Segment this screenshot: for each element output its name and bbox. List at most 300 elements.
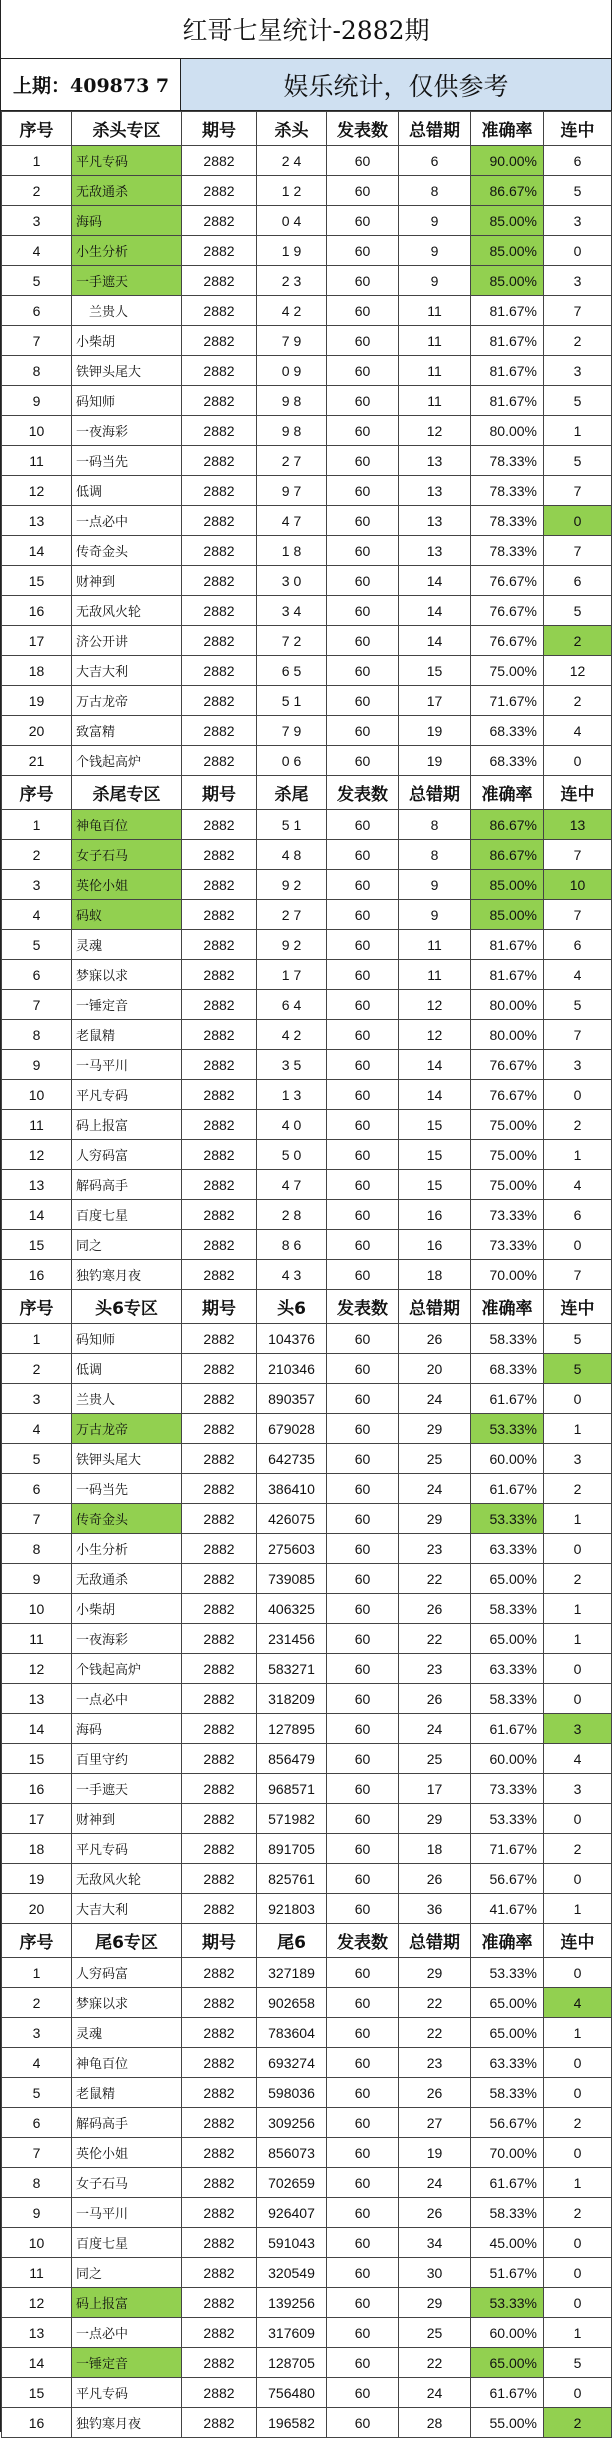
publish-count: 60 xyxy=(327,1260,399,1290)
predictor-name: 码上报富 xyxy=(72,1110,182,1140)
row-number: 2 xyxy=(2,1354,72,1384)
streak-count: 3 xyxy=(544,1774,612,1804)
predictor-name: 码蚁 xyxy=(72,900,182,930)
streak-count: 12 xyxy=(544,656,612,686)
table-row xyxy=(2,1988,612,2018)
issue-number: 2882 xyxy=(182,1958,257,1988)
accuracy-rate: 65.00% xyxy=(471,2018,544,2048)
issue-number: 2882 xyxy=(182,146,257,176)
streak-count: 4 xyxy=(544,1744,612,1774)
predictor-name: 平凡专码 xyxy=(72,2378,182,2408)
issue-number: 2882 xyxy=(182,1624,257,1654)
table-row xyxy=(2,1834,612,1864)
issue-number: 2882 xyxy=(182,1230,257,1260)
streak-count: 1 xyxy=(544,1504,612,1534)
wrong-count: 14 xyxy=(399,1050,471,1080)
wrong-count: 15 xyxy=(399,1110,471,1140)
predictor-name: 传奇金头 xyxy=(72,1504,182,1534)
wrong-count: 15 xyxy=(399,1170,471,1200)
column-header: 连中 xyxy=(544,776,612,810)
row-number: 17 xyxy=(2,626,72,656)
prediction-value: 9 2 xyxy=(257,930,327,960)
streak-count: 6 xyxy=(544,566,612,596)
streak-count: 0 xyxy=(544,2288,612,2318)
accuracy-rate: 75.00% xyxy=(471,1110,544,1140)
streak-count: 4 xyxy=(544,1988,612,2018)
accuracy-rate: 58.33% xyxy=(471,2078,544,2108)
accuracy-rate: 65.00% xyxy=(471,1564,544,1594)
subheader xyxy=(1,59,611,111)
predictor-name: 小生分析 xyxy=(72,236,182,266)
streak-count: 7 xyxy=(544,840,612,870)
predictor-name: 梦寐以求 xyxy=(72,1988,182,2018)
prediction-value: 968571 xyxy=(257,1774,327,1804)
predictor-name: 一手遮天 xyxy=(72,1774,182,1804)
streak-count: 3 xyxy=(544,1714,612,1744)
issue-number: 2882 xyxy=(182,1020,257,1050)
publish-count: 60 xyxy=(327,1804,399,1834)
wrong-count: 29 xyxy=(399,1958,471,1988)
streak-count: 3 xyxy=(544,266,612,296)
wrong-count: 9 xyxy=(399,206,471,236)
accuracy-rate: 58.33% xyxy=(471,1684,544,1714)
prediction-value: 318209 xyxy=(257,1684,327,1714)
wrong-count: 22 xyxy=(399,2018,471,2048)
table-row xyxy=(2,2048,612,2078)
accuracy-rate: 75.00% xyxy=(471,656,544,686)
wrong-count: 12 xyxy=(399,416,471,446)
prediction-value: 327189 xyxy=(257,1958,327,1988)
table-row xyxy=(2,1684,612,1714)
row-number: 20 xyxy=(2,1894,72,1924)
prediction-value: 139256 xyxy=(257,2288,327,2318)
publish-count: 60 xyxy=(327,2168,399,2198)
wrong-count: 22 xyxy=(399,1988,471,2018)
table-row xyxy=(2,596,612,626)
issue-number: 2882 xyxy=(182,1444,257,1474)
publish-count: 60 xyxy=(327,1110,399,1140)
prediction-value: 739085 xyxy=(257,1564,327,1594)
prediction-value: 3 5 xyxy=(257,1050,327,1080)
wrong-count: 27 xyxy=(399,2108,471,2138)
issue-number: 2882 xyxy=(182,2168,257,2198)
wrong-count: 15 xyxy=(399,1140,471,1170)
streak-count: 4 xyxy=(544,1170,612,1200)
publish-count: 60 xyxy=(327,386,399,416)
prediction-value: 1 8 xyxy=(257,536,327,566)
publish-count: 60 xyxy=(327,236,399,266)
issue-number: 2882 xyxy=(182,326,257,356)
streak-count: 5 xyxy=(544,1324,612,1354)
publish-count: 60 xyxy=(327,1200,399,1230)
table-row xyxy=(2,566,612,596)
prediction-value: 9 8 xyxy=(257,386,327,416)
issue-number: 2882 xyxy=(182,1384,257,1414)
row-number: 7 xyxy=(2,2138,72,2168)
column-header: 准确率 xyxy=(471,112,544,146)
issue-number: 2882 xyxy=(182,1140,257,1170)
table-row xyxy=(2,686,612,716)
disclaimer-banner: 娱乐统计，仅供参考 xyxy=(181,59,611,110)
row-number: 13 xyxy=(2,2318,72,2348)
issue-number: 2882 xyxy=(182,1594,257,1624)
table-row xyxy=(2,1744,612,1774)
issue-number: 2882 xyxy=(182,930,257,960)
table-row xyxy=(2,296,612,326)
table-row xyxy=(2,1200,612,1230)
wrong-count: 6 xyxy=(399,146,471,176)
row-number: 12 xyxy=(2,1140,72,1170)
predictor-name: 万古龙帝 xyxy=(72,686,182,716)
predictor-name: 致富精 xyxy=(72,716,182,746)
publish-count: 60 xyxy=(327,1834,399,1864)
publish-count: 60 xyxy=(327,416,399,446)
accuracy-rate: 55.00% xyxy=(471,2408,544,2438)
issue-number: 2882 xyxy=(182,810,257,840)
row-number: 16 xyxy=(2,1774,72,1804)
issue-number: 2882 xyxy=(182,386,257,416)
row-number: 3 xyxy=(2,1384,72,1414)
table-row xyxy=(2,536,612,566)
publish-count: 60 xyxy=(327,1384,399,1414)
accuracy-rate: 61.67% xyxy=(471,2168,544,2198)
prediction-value: 856479 xyxy=(257,1744,327,1774)
row-number: 1 xyxy=(2,1958,72,1988)
wrong-count: 24 xyxy=(399,2378,471,2408)
predictor-name: 女子石马 xyxy=(72,840,182,870)
predictor-name: 万古龙帝 xyxy=(72,1414,182,1444)
publish-count: 60 xyxy=(327,1050,399,1080)
prediction-value: 128705 xyxy=(257,2348,327,2378)
prediction-value: 921803 xyxy=(257,1894,327,1924)
wrong-count: 18 xyxy=(399,1260,471,1290)
predictor-name: 传奇金头 xyxy=(72,536,182,566)
row-number: 12 xyxy=(2,2288,72,2318)
issue-number: 2882 xyxy=(182,1834,257,1864)
streak-count: 6 xyxy=(544,930,612,960)
row-number: 9 xyxy=(2,386,72,416)
table-row xyxy=(2,1050,612,1080)
table-row xyxy=(2,2168,612,2198)
wrong-count: 14 xyxy=(399,596,471,626)
publish-count: 60 xyxy=(327,2228,399,2258)
publish-count: 60 xyxy=(327,2318,399,2348)
column-header: 期号 xyxy=(182,1290,257,1324)
issue-number: 2882 xyxy=(182,536,257,566)
accuracy-rate: 76.67% xyxy=(471,566,544,596)
predictor-name: 海码 xyxy=(72,206,182,236)
row-number: 11 xyxy=(2,1110,72,1140)
column-header: 连中 xyxy=(544,112,612,146)
predictor-name: 一码当先 xyxy=(72,1474,182,1504)
prediction-value: 9 2 xyxy=(257,870,327,900)
issue-number: 2882 xyxy=(182,1414,257,1444)
wrong-count: 23 xyxy=(399,2048,471,2078)
issue-number: 2882 xyxy=(182,1714,257,1744)
publish-count: 60 xyxy=(327,1564,399,1594)
wrong-count: 28 xyxy=(399,2408,471,2438)
row-number: 5 xyxy=(2,2078,72,2108)
row-number: 10 xyxy=(2,416,72,446)
prediction-value: 3 4 xyxy=(257,596,327,626)
predictor-name: 无敌通杀 xyxy=(72,1564,182,1594)
streak-count: 13 xyxy=(544,810,612,840)
publish-count: 60 xyxy=(327,656,399,686)
wrong-count: 8 xyxy=(399,840,471,870)
accuracy-rate: 58.33% xyxy=(471,1324,544,1354)
prediction-value: 386410 xyxy=(257,1474,327,1504)
prediction-value: 309256 xyxy=(257,2108,327,2138)
row-number: 5 xyxy=(2,930,72,960)
predictor-name: 解码高手 xyxy=(72,2108,182,2138)
predictor-name: 小柴胡 xyxy=(72,326,182,356)
publish-count: 60 xyxy=(327,2288,399,2318)
table-row xyxy=(2,1894,612,1924)
publish-count: 60 xyxy=(327,1624,399,1654)
publish-count: 60 xyxy=(327,2348,399,2378)
streak-count: 2 xyxy=(544,1110,612,1140)
row-number: 6 xyxy=(2,296,72,326)
accuracy-rate: 85.00% xyxy=(471,870,544,900)
publish-count: 60 xyxy=(327,1504,399,1534)
prediction-value: 196582 xyxy=(257,2408,327,2438)
accuracy-rate: 63.33% xyxy=(471,2048,544,2078)
prediction-value: 231456 xyxy=(257,1624,327,1654)
accuracy-rate: 65.00% xyxy=(471,2348,544,2378)
row-number: 6 xyxy=(2,1474,72,1504)
table-row xyxy=(2,1864,612,1894)
publish-count: 60 xyxy=(327,1958,399,1988)
table-row xyxy=(2,206,612,236)
prediction-value: 1 9 xyxy=(257,236,327,266)
prediction-value: 320549 xyxy=(257,2258,327,2288)
issue-number: 2882 xyxy=(182,1654,257,1684)
publish-count: 60 xyxy=(327,2078,399,2108)
prediction-value: 6 4 xyxy=(257,990,327,1020)
wrong-count: 9 xyxy=(399,870,471,900)
publish-count: 60 xyxy=(327,2198,399,2228)
accuracy-rate: 53.33% xyxy=(471,2288,544,2318)
accuracy-rate: 65.00% xyxy=(471,1988,544,2018)
accuracy-rate: 75.00% xyxy=(471,1140,544,1170)
table-row xyxy=(2,1654,612,1684)
prediction-value: 4 3 xyxy=(257,1260,327,1290)
column-header: 序号 xyxy=(2,112,72,146)
table-row xyxy=(2,1020,612,1050)
row-number: 1 xyxy=(2,1324,72,1354)
table-row xyxy=(2,1384,612,1414)
table-row xyxy=(2,930,612,960)
publish-count: 60 xyxy=(327,746,399,776)
publish-count: 60 xyxy=(327,2048,399,2078)
wrong-count: 23 xyxy=(399,1534,471,1564)
table-row xyxy=(2,1804,612,1834)
streak-count: 4 xyxy=(544,960,612,990)
prediction-value: 426075 xyxy=(257,1504,327,1534)
wrong-count: 26 xyxy=(399,2198,471,2228)
predictor-name: 码知师 xyxy=(72,386,182,416)
wrong-count: 29 xyxy=(399,1414,471,1444)
accuracy-rate: 53.33% xyxy=(471,1504,544,1534)
accuracy-rate: 68.33% xyxy=(471,746,544,776)
accuracy-rate: 86.67% xyxy=(471,840,544,870)
accuracy-rate: 70.00% xyxy=(471,1260,544,1290)
accuracy-rate: 45.00% xyxy=(471,2228,544,2258)
row-number: 7 xyxy=(2,1504,72,1534)
table-row xyxy=(2,716,612,746)
column-header: 杀尾 xyxy=(257,776,327,810)
accuracy-rate: 76.67% xyxy=(471,596,544,626)
column-header: 尾6专区 xyxy=(72,1924,182,1958)
wrong-count: 26 xyxy=(399,1594,471,1624)
predictor-name: 码上报富 xyxy=(72,2288,182,2318)
row-number: 6 xyxy=(2,2108,72,2138)
publish-count: 60 xyxy=(327,1594,399,1624)
wrong-count: 14 xyxy=(399,626,471,656)
streak-count: 5 xyxy=(544,2348,612,2378)
accuracy-rate: 85.00% xyxy=(471,900,544,930)
wrong-count: 26 xyxy=(399,1864,471,1894)
table-row xyxy=(2,2378,612,2408)
streak-count: 0 xyxy=(544,1384,612,1414)
publish-count: 60 xyxy=(327,990,399,1020)
accuracy-rate: 53.33% xyxy=(471,1958,544,1988)
streak-count: 0 xyxy=(544,1804,612,1834)
row-number: 15 xyxy=(2,1744,72,1774)
stats-table xyxy=(1,111,612,2438)
streak-count: 3 xyxy=(544,206,612,236)
row-number: 11 xyxy=(2,1624,72,1654)
wrong-count: 24 xyxy=(399,1384,471,1414)
prediction-value: 5 1 xyxy=(257,810,327,840)
publish-count: 60 xyxy=(327,2108,399,2138)
wrong-count: 13 xyxy=(399,506,471,536)
predictor-name: 大吉大利 xyxy=(72,656,182,686)
row-number: 2 xyxy=(2,1988,72,2018)
prediction-value: 5 0 xyxy=(257,1140,327,1170)
row-number: 9 xyxy=(2,1564,72,1594)
row-number: 15 xyxy=(2,566,72,596)
publish-count: 60 xyxy=(327,1774,399,1804)
row-number: 6 xyxy=(2,960,72,990)
streak-count: 0 xyxy=(544,2378,612,2408)
publish-count: 60 xyxy=(327,686,399,716)
prediction-value: 7 9 xyxy=(257,326,327,356)
table-row xyxy=(2,2138,612,2168)
issue-number: 2882 xyxy=(182,990,257,1020)
table-row xyxy=(2,176,612,206)
wrong-count: 12 xyxy=(399,1020,471,1050)
table-row xyxy=(2,900,612,930)
prediction-value: 4 7 xyxy=(257,506,327,536)
wrong-count: 23 xyxy=(399,1654,471,1684)
predictor-name: 同之 xyxy=(72,1230,182,1260)
predictor-name: 铁钾头尾大 xyxy=(72,1444,182,1474)
wrong-count: 29 xyxy=(399,1804,471,1834)
streak-count: 6 xyxy=(544,146,612,176)
predictor-name: 小生分析 xyxy=(72,1534,182,1564)
issue-number: 2882 xyxy=(182,176,257,206)
prediction-value: 679028 xyxy=(257,1414,327,1444)
predictor-name: 一夜海彩 xyxy=(72,416,182,446)
row-number: 3 xyxy=(2,206,72,236)
issue-number: 2882 xyxy=(182,2048,257,2078)
wrong-count: 11 xyxy=(399,386,471,416)
accuracy-rate: 61.67% xyxy=(471,2378,544,2408)
prediction-value: 2 7 xyxy=(257,446,327,476)
row-number: 15 xyxy=(2,1230,72,1260)
table-row xyxy=(2,626,612,656)
wrong-count: 11 xyxy=(399,960,471,990)
issue-number: 2882 xyxy=(182,356,257,386)
column-header: 头6 xyxy=(257,1290,327,1324)
streak-count: 7 xyxy=(544,536,612,566)
column-header: 总错期 xyxy=(399,776,471,810)
prediction-value: 7 2 xyxy=(257,626,327,656)
publish-count: 60 xyxy=(327,566,399,596)
streak-count: 2 xyxy=(544,626,612,656)
accuracy-rate: 68.33% xyxy=(471,1354,544,1384)
predictor-name: 百里守约 xyxy=(72,1744,182,1774)
issue-number: 2882 xyxy=(182,656,257,686)
table-row xyxy=(2,1414,612,1444)
prediction-value: 0 9 xyxy=(257,356,327,386)
accuracy-rate: 81.67% xyxy=(471,296,544,326)
predictor-name: 财神到 xyxy=(72,1804,182,1834)
publish-count: 60 xyxy=(327,900,399,930)
issue-number: 2882 xyxy=(182,1744,257,1774)
table-row xyxy=(2,1774,612,1804)
prediction-value: 4 8 xyxy=(257,840,327,870)
prediction-value: 406325 xyxy=(257,1594,327,1624)
table-row xyxy=(2,266,612,296)
issue-number: 2882 xyxy=(182,870,257,900)
publish-count: 60 xyxy=(327,1140,399,1170)
predictor-name: 人穷码富 xyxy=(72,1140,182,1170)
streak-count: 2 xyxy=(544,686,612,716)
column-header: 序号 xyxy=(2,1290,72,1324)
issue-number: 2882 xyxy=(182,1110,257,1140)
row-number: 1 xyxy=(2,146,72,176)
row-number: 14 xyxy=(2,536,72,566)
accuracy-rate: 86.67% xyxy=(471,810,544,840)
row-number: 11 xyxy=(2,2258,72,2288)
publish-count: 60 xyxy=(327,1020,399,1050)
row-number: 21 xyxy=(2,746,72,776)
table-row xyxy=(2,1534,612,1564)
publish-count: 60 xyxy=(327,2138,399,2168)
wrong-count: 13 xyxy=(399,536,471,566)
streak-count: 0 xyxy=(544,2078,612,2108)
issue-number: 2882 xyxy=(182,2378,257,2408)
prediction-value: 317609 xyxy=(257,2318,327,2348)
publish-count: 60 xyxy=(327,266,399,296)
row-number: 8 xyxy=(2,1534,72,1564)
publish-count: 60 xyxy=(327,1894,399,1924)
issue-number: 2882 xyxy=(182,686,257,716)
issue-number: 2882 xyxy=(182,840,257,870)
row-number: 7 xyxy=(2,990,72,1020)
accuracy-rate: 61.67% xyxy=(471,1384,544,1414)
table-row xyxy=(2,2198,612,2228)
table-row xyxy=(2,2288,612,2318)
wrong-count: 26 xyxy=(399,1684,471,1714)
issue-number: 2882 xyxy=(182,1988,257,2018)
publish-count: 60 xyxy=(327,1414,399,1444)
wrong-count: 9 xyxy=(399,900,471,930)
column-header: 杀头 xyxy=(257,112,327,146)
section-header-row xyxy=(2,1924,612,1958)
